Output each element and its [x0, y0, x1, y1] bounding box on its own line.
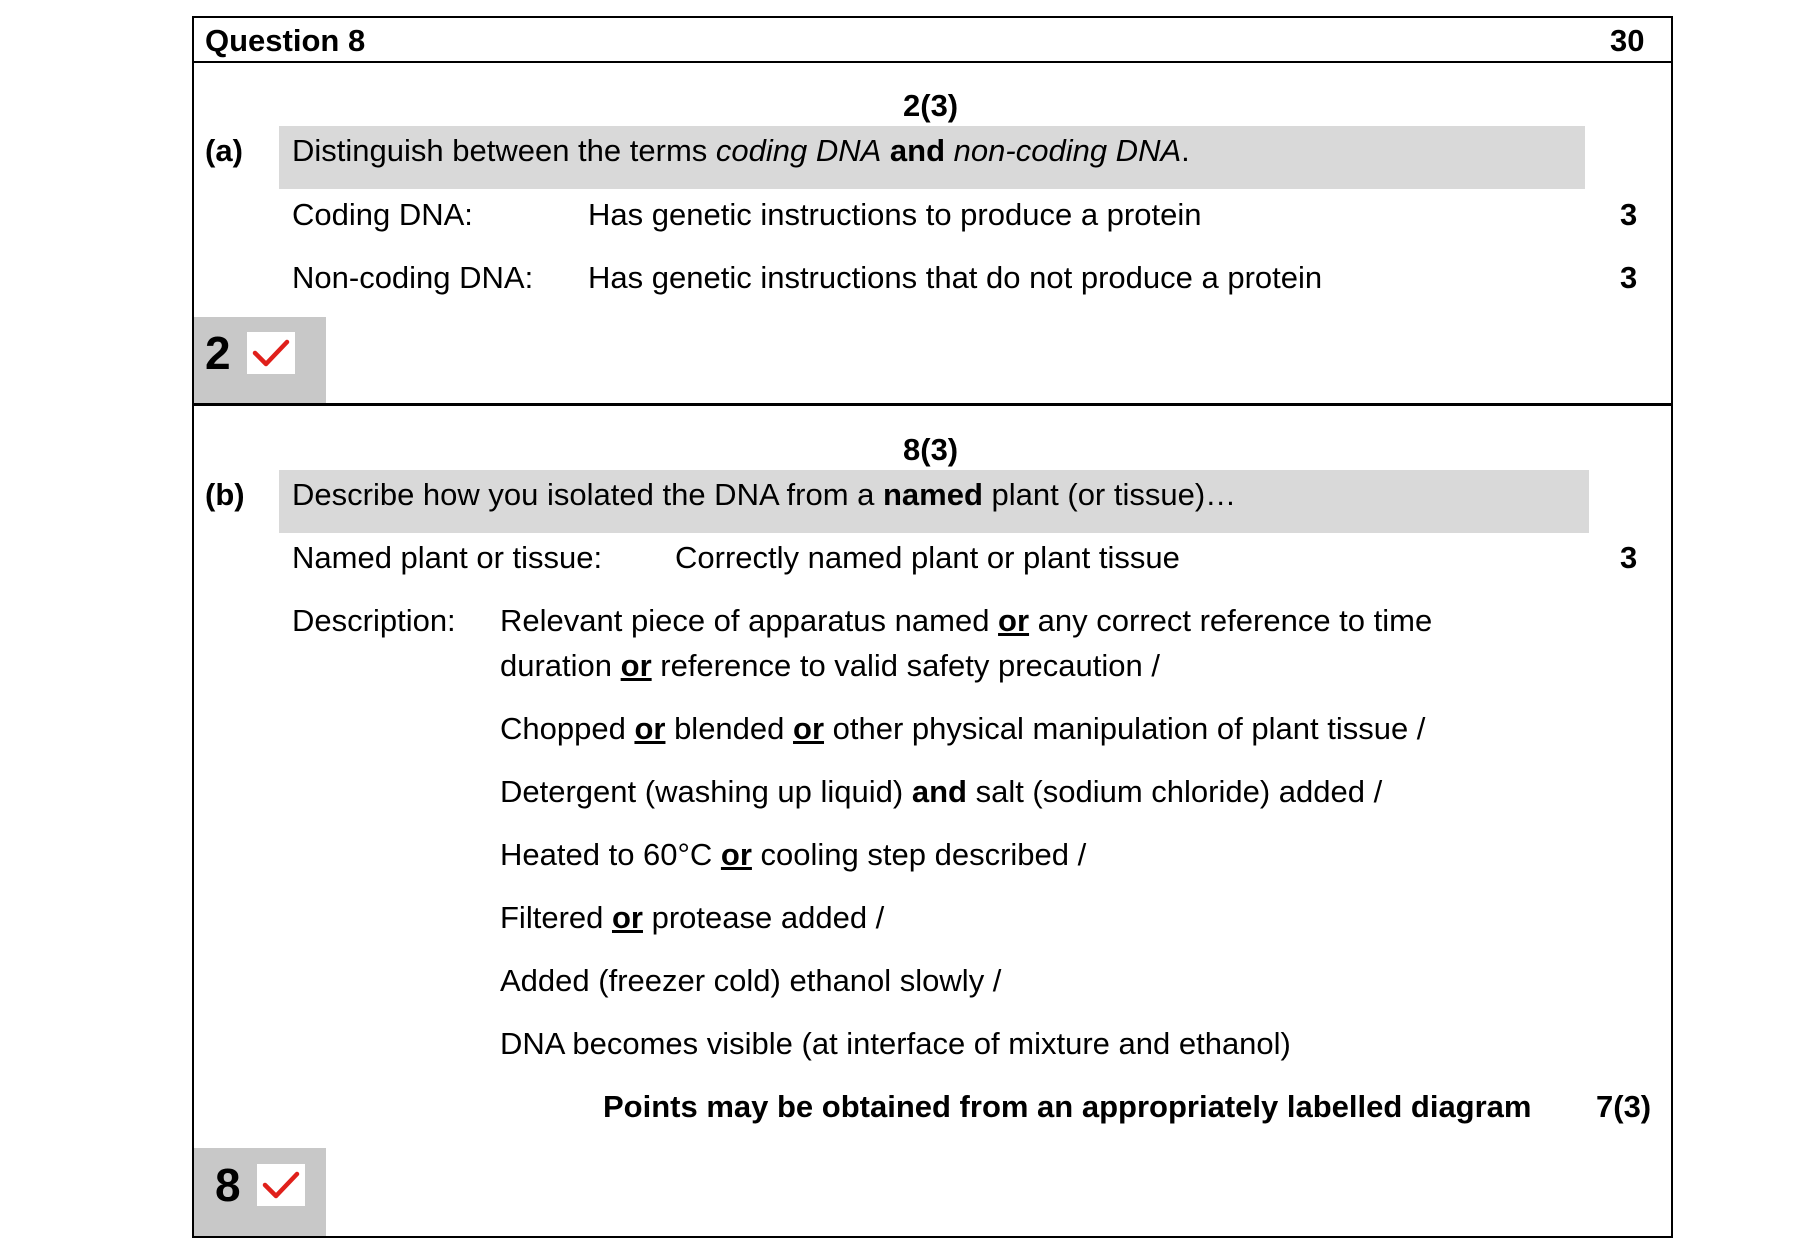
- part-a-row2-answer: Has genetic instructions that do not produce a protein: [588, 260, 1323, 295]
- part-a-row2-marks: 3: [1620, 260, 1638, 295]
- point-detergent: Detergent (washing up liquid) and salt (sodium chloride) added /: [500, 774, 1383, 809]
- named-plant-term: Named plant or tissue:: [292, 540, 603, 575]
- point-apparatus-line2: duration or reference to valid safety precaution /: [500, 648, 1160, 683]
- part-a-marks-heading: 2(3): [903, 88, 959, 123]
- header-rule: [192, 61, 1673, 63]
- point-filtered: Filtered or protease added /: [500, 900, 885, 935]
- named-plant-marks: 3: [1620, 540, 1638, 575]
- diagram-note: Points may be obtained from an appropriately labelled diagram: [603, 1089, 1532, 1124]
- part-b-label: (b): [205, 477, 245, 512]
- part-a-awarded: 2: [205, 327, 231, 379]
- question-title: Question 8: [205, 23, 366, 58]
- point-apparatus-line1: Relevant piece of apparatus named or any correct reference to time: [500, 603, 1433, 638]
- diagram-note-marks: 7(3): [1596, 1089, 1652, 1124]
- point-ethanol: Added (freezer cold) ethanol slowly /: [500, 963, 1002, 998]
- section-divider: [192, 403, 1673, 406]
- part-b-tick: [257, 1164, 305, 1206]
- question-total: 30: [1610, 23, 1645, 58]
- named-plant-answer: Correctly named plant or plant tissue: [675, 540, 1180, 575]
- part-a-prompt: Distinguish between the terms coding DNA and non-coding DNA.: [292, 133, 1190, 168]
- point-chopped: Chopped or blended or other physical manipulation of plant tissue /: [500, 711, 1426, 746]
- part-a-row1-term: Coding DNA:: [292, 197, 473, 232]
- part-b-prompt: Describe how you isolated the DNA from a named plant (or tissue)…: [292, 477, 1237, 512]
- part-a-row2-term: Non-coding DNA:: [292, 260, 534, 295]
- part-a-label: (a): [205, 133, 243, 168]
- check-mark-icon: [251, 337, 291, 369]
- part-a-row1-marks: 3: [1620, 197, 1638, 232]
- part-a-tick: [247, 332, 295, 374]
- point-heated: Heated to 60°C or cooling step described /: [500, 837, 1087, 872]
- point-dna-visible: DNA becomes visible (at interface of mixture and ethanol): [500, 1026, 1291, 1061]
- part-b-marks-heading: 8(3): [903, 432, 959, 467]
- part-b-awarded: 8: [215, 1159, 241, 1211]
- description-label: Description:: [292, 603, 456, 638]
- part-a-row1-answer: Has genetic instructions to produce a protein: [588, 197, 1202, 232]
- check-mark-icon: [261, 1169, 301, 1201]
